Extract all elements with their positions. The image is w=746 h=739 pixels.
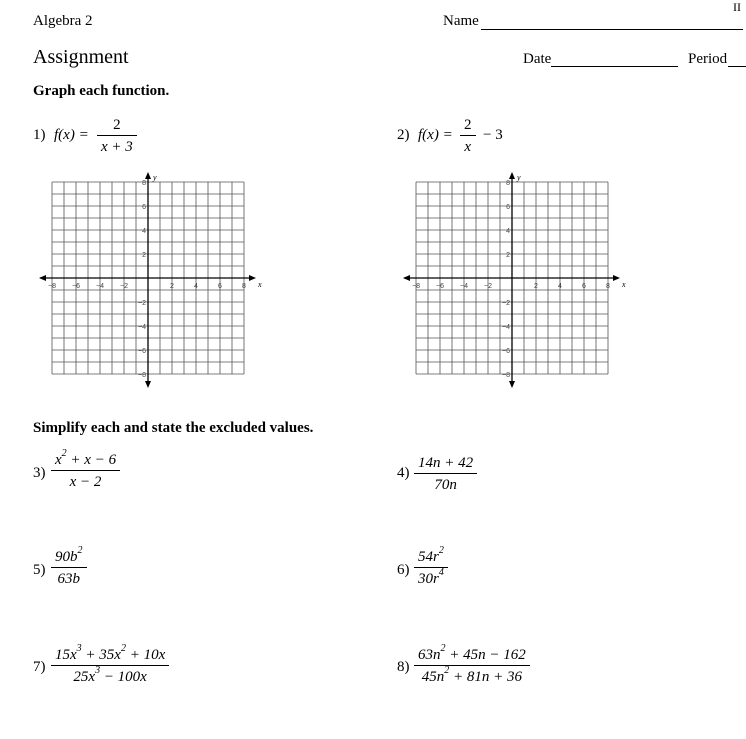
problem-7-number: 7) bbox=[33, 659, 46, 675]
y-tick-label: 6 bbox=[142, 204, 146, 211]
x-tick-label: −4 bbox=[460, 283, 468, 290]
x-axis-right-arrow-icon bbox=[613, 275, 620, 281]
problem-2-numerator: 2 bbox=[464, 117, 472, 133]
x-tick-label: 2 bbox=[534, 283, 538, 290]
problem-1-numerator: 2 bbox=[113, 117, 121, 133]
coordinate-grid-2[interactable] bbox=[402, 170, 624, 388]
problem-7-fraction bbox=[51, 643, 169, 686]
problem-8-fraction bbox=[414, 643, 530, 686]
x-axis-right-arrow-icon bbox=[249, 275, 256, 281]
x-tick-label: −8 bbox=[412, 283, 420, 290]
problem-3-fraction bbox=[51, 448, 120, 491]
date-blank-line[interactable] bbox=[551, 66, 678, 67]
section-heading-simplify: Simplify each and state the excluded values. bbox=[33, 420, 314, 436]
y-axis-up-arrow-icon bbox=[145, 172, 151, 179]
problem-2-lhs: f(x) = bbox=[418, 127, 453, 143]
y-tick-label: 4 bbox=[142, 228, 146, 235]
y-tick-label: 2 bbox=[506, 252, 510, 259]
x-tick-label: 4 bbox=[558, 283, 562, 290]
name-blank-line[interactable] bbox=[481, 29, 743, 30]
x-tick-label: 4 bbox=[194, 283, 198, 290]
y-tick-label: −4 bbox=[502, 324, 510, 331]
problem-1-denominator: x + 3 bbox=[101, 139, 133, 155]
assignment-title: Assignment bbox=[33, 46, 129, 68]
corner-mark: II bbox=[733, 0, 741, 14]
y-tick-label: 2 bbox=[142, 252, 146, 259]
y-tick-label: −8 bbox=[138, 372, 146, 379]
y-axis-name: y bbox=[517, 173, 521, 182]
y-tick-label: 8 bbox=[506, 180, 510, 187]
problem-8-number: 8) bbox=[397, 659, 410, 675]
x-tick-label: 6 bbox=[582, 283, 586, 290]
problem-3-number: 3) bbox=[33, 465, 46, 481]
problem-6-fraction bbox=[414, 545, 448, 588]
problem-5-number: 5) bbox=[33, 562, 46, 578]
problem-5-fraction bbox=[51, 545, 87, 588]
y-axis-down-arrow-icon bbox=[145, 381, 151, 388]
section-heading-graph: Graph each function. bbox=[33, 83, 170, 99]
problem-2-denominator: x bbox=[464, 139, 472, 155]
course-title: Algebra 2 bbox=[33, 13, 93, 29]
x-tick-label: 8 bbox=[242, 283, 246, 290]
problem-4-denominator: 70n bbox=[434, 477, 457, 493]
coordinate-grid-1[interactable] bbox=[38, 170, 260, 388]
y-tick-label: 6 bbox=[506, 204, 510, 211]
y-axis-down-arrow-icon bbox=[509, 381, 515, 388]
x-tick-label: −2 bbox=[484, 283, 492, 290]
y-tick-label: −2 bbox=[502, 300, 510, 307]
x-tick-label: 2 bbox=[170, 283, 174, 290]
problem-7-denominator: $25x^3 - 100x$ bbox=[73, 665, 147, 685]
x-tick-label: 6 bbox=[218, 283, 222, 290]
problem-3-numerator: $x^2 + x - 6$ bbox=[55, 448, 117, 468]
y-tick-label: 8 bbox=[142, 180, 146, 187]
x-tick-label: 8 bbox=[606, 283, 610, 290]
y-tick-label: −6 bbox=[502, 348, 510, 355]
date-label: Date bbox=[523, 51, 552, 67]
problem-1-fraction bbox=[97, 116, 137, 156]
y-axis-name: y bbox=[153, 173, 157, 182]
problem-5-numerator: $90b^2$ bbox=[55, 545, 83, 565]
problem-1-number: 1) bbox=[33, 127, 46, 143]
problem-2-number: 2) bbox=[397, 127, 410, 143]
problem-5-denominator: 63b bbox=[57, 571, 80, 587]
period-label: Period bbox=[688, 51, 728, 67]
x-tick-label: −8 bbox=[48, 283, 56, 290]
x-axis-left-arrow-icon bbox=[39, 275, 46, 281]
y-tick-label: −2 bbox=[138, 300, 146, 307]
problem-6-denominator: $30r^4$ bbox=[418, 567, 444, 587]
x-tick-label: −2 bbox=[120, 283, 128, 290]
problem-4-fraction bbox=[414, 454, 477, 494]
period-blank-line[interactable] bbox=[728, 66, 746, 67]
x-tick-label: −6 bbox=[436, 283, 444, 290]
y-tick-label: −6 bbox=[138, 348, 146, 355]
x-axis-left-arrow-icon bbox=[403, 275, 410, 281]
problem-4-number: 4) bbox=[397, 465, 410, 481]
y-tick-label: −8 bbox=[502, 372, 510, 379]
problem-1-lhs: f(x) = bbox=[54, 127, 89, 143]
y-tick-label: −4 bbox=[138, 324, 146, 331]
x-tick-label: −6 bbox=[72, 283, 80, 290]
x-axis-name: x bbox=[622, 280, 626, 289]
problem-2-tail: − 3 bbox=[483, 127, 503, 143]
problem-8-denominator: $45n^2 + 81n + 36$ bbox=[421, 665, 522, 685]
y-axis-up-arrow-icon bbox=[509, 172, 515, 179]
x-tick-label: −4 bbox=[96, 283, 104, 290]
y-tick-label: 4 bbox=[506, 228, 510, 235]
problem-8-numerator: $63n^2 + 45n - 162$ bbox=[418, 643, 526, 663]
name-label: Name bbox=[443, 13, 479, 29]
problem-4-numerator: 14n + 42 bbox=[418, 455, 474, 471]
problem-3-denominator: x − 2 bbox=[69, 474, 102, 490]
x-axis-name: x bbox=[258, 280, 262, 289]
problem-7-numerator: $15x^3 + 35x^2 + 10x$ bbox=[55, 643, 166, 663]
problem-6-numerator: $54r^2$ bbox=[418, 545, 444, 565]
problem-6-number: 6) bbox=[397, 562, 410, 578]
problem-2-fraction bbox=[460, 116, 476, 156]
